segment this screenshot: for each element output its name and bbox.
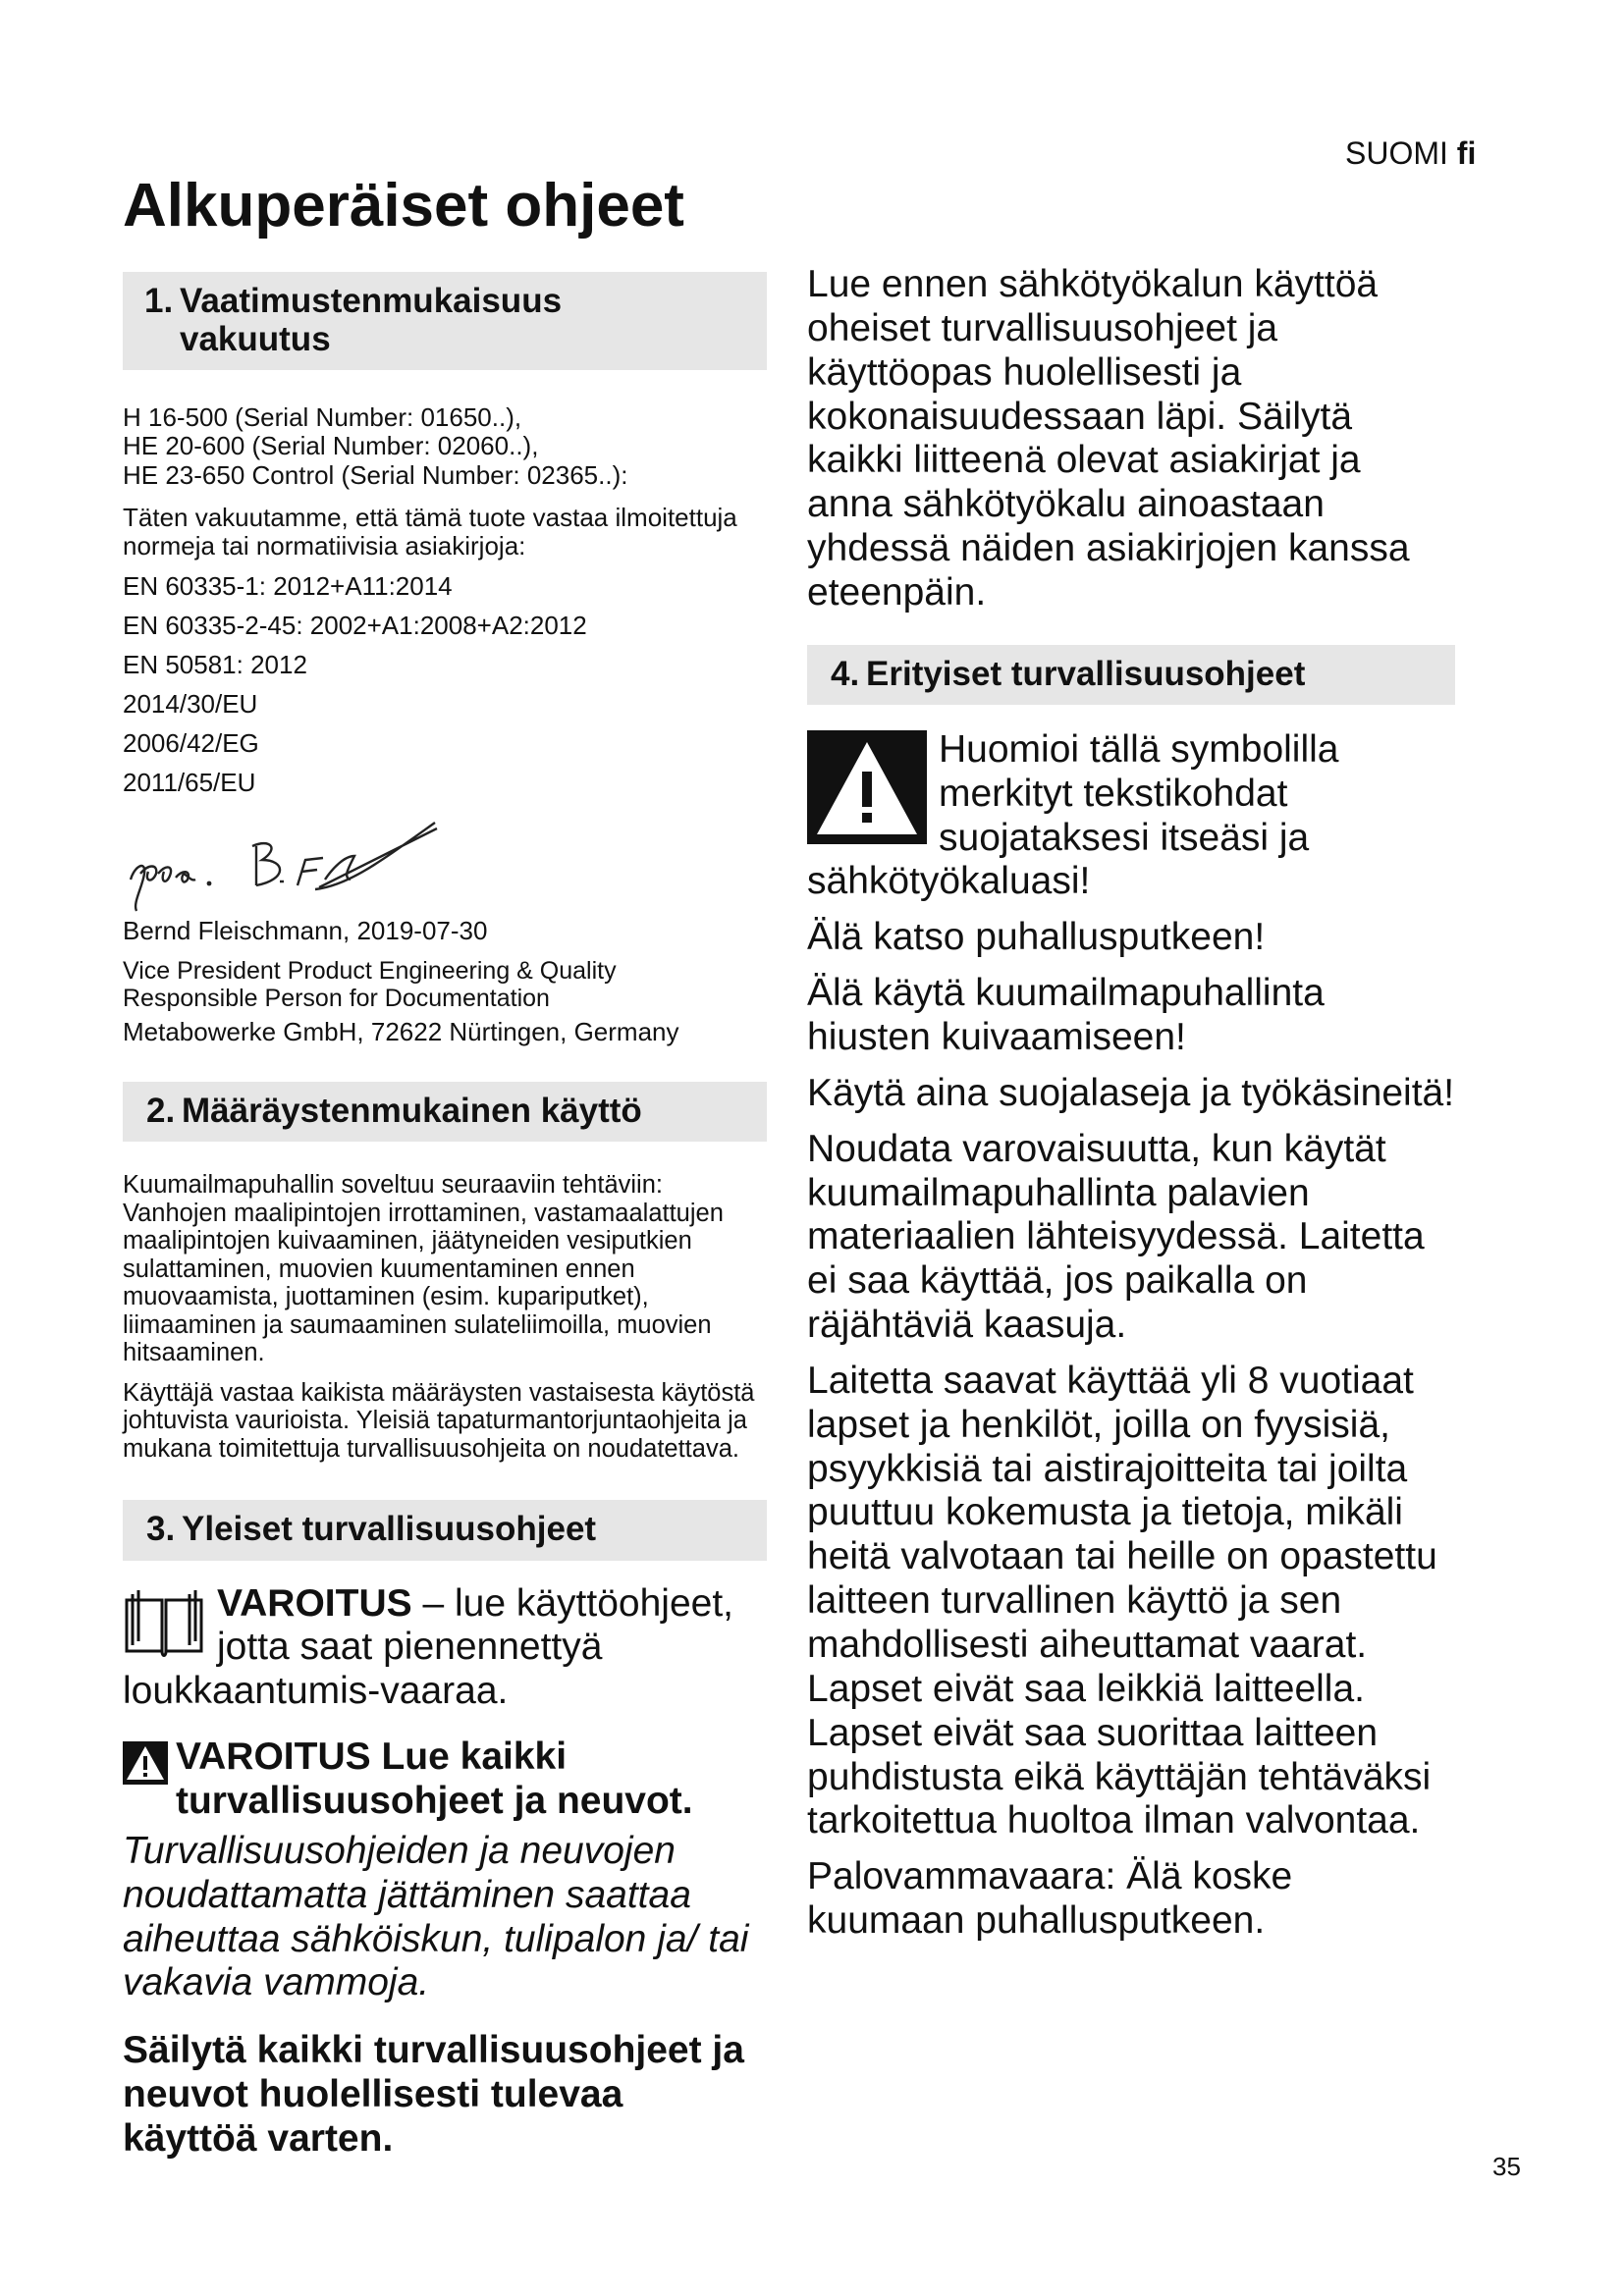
special-instruction-5: Laitetta saavat käyttää yli 8 vuotiaat lapset ja henkilöt, joilla on fyysisiä, psyykkisiä tai aistirajoitteita tai joilta puuttuu kokemusta ja tietoja, mikäli heitä valvotaan tai heille on opastettu laitteen turvallinen käyttö ja sen mahdollisesti aiheuttamat vaarat. Lapset eivät saa leikkiä laitteella. Lapset eivät saa suorittaa laitteen puhdistusta eikä käyttäjän tehtäväksi tarkoitettua huoltoa ilman valvontaa.: [807, 1359, 1437, 1842]
language-name: SUOMI: [1345, 135, 1448, 171]
right-column: [807, 263, 1455, 1944]
standard-item: 2011/65/EU: [123, 768, 256, 798]
page-title: Alkuperäiset ohjeet: [123, 172, 684, 240]
keep-instructions-note: Säilytä kaikki turvallisuusohjeet ja neuvot huolellisesti tulevaa käyttöä varten.: [123, 2029, 744, 2160]
section-3-heading: [123, 1500, 767, 1560]
special-instruction-2: Älä käytä kuumailmapuhallinta hiusten kuivaamiseen!: [807, 972, 1325, 1058]
general-warning-consequence: Turvallisuusohjeiden ja neuvojen noudattamatta jättäminen saattaa aiheuttaa sähköiskun, tulipalon ja/ tai vakavia vammoja.: [123, 1829, 749, 2004]
section-3-number: 3.: [146, 1510, 176, 1549]
section-4-title: Erityiset turvallisuusohjeet: [866, 654, 1306, 693]
standard-item: EN 60335-2-45: 2002+A1:2008+A2:2012: [123, 611, 587, 641]
section-1-heading: [123, 272, 767, 370]
section-2-paragraph-2: Käyttäjä vastaa kaikista määräysten vastaisesta käytöstä johtuvista vaurioista. Yleisiä tapaturmantorjuntaohjeita ja mukana toimitettuja turvallisuusohjeita on noudatettava.: [123, 1378, 755, 1463]
intro-paragraph: Lue ennen sähkötyökalun käyttöä oheiset turvallisuusohjeet ja käyttöopas huolellisesti ja kokonaisuudessaan läpi. Säilytä kaikki liitteenä olevat asiakirjat ja anna sähkötyökalu ainoastaan yhdessä näiden asiakirjojen kanssa eteenpäin.: [807, 263, 1410, 614]
language-label: [1345, 135, 1476, 172]
special-instruction-6: Palovammavaara: Älä koske kuumaan puhallusputkeen.: [807, 1855, 1293, 1943]
language-code: fi: [1456, 135, 1477, 171]
left-column: [123, 272, 767, 2162]
section-2-title: Määräystenmukainen käyttö: [182, 1091, 642, 1130]
page-number: 35: [1492, 2152, 1521, 2181]
standard-item: EN 50581: 2012: [123, 650, 307, 680]
signature-image: [123, 809, 767, 915]
model-line: HE 20-600 (Serial Number: 02060..),: [123, 431, 539, 461]
section-1-number: 1.: [144, 282, 174, 320]
manual-warning-label: VAROITUS: [217, 1581, 412, 1625]
warning-symbol-icon: [807, 730, 927, 844]
standard-item: EN 60335-1: 2012+A11:2014: [123, 570, 453, 601]
section-4-number: 4.: [831, 654, 860, 693]
section-2-number: 2.: [146, 1091, 176, 1130]
standard-item: 2014/30/EU: [123, 689, 258, 720]
section-4-heading: [807, 645, 1455, 705]
standards-list: [123, 572, 767, 798]
general-warning: [123, 1735, 767, 2005]
symbol-note-text: Huomioi tällä symbolilla merkityt tekstikohdat suojataksesi itseäsi ja sähkötyökaluasi!: [807, 727, 1339, 903]
manual-warning-body: – lue käyttöohjeet, jotta saat pienennettyä loukkaantumis-vaaraa.: [123, 1581, 734, 1713]
signer-name: Bernd Fleischmann, 2019-07-30: [123, 915, 488, 945]
symbol-note: [807, 728, 1455, 904]
section-3-title: Yleiset turvallisuusohjeet: [182, 1510, 597, 1549]
standard-item: 2006/42/EG: [123, 728, 259, 759]
manual-warning: [123, 1582, 767, 1715]
section-1-title: Vaatimustenmukaisuus vakuutus: [180, 282, 563, 359]
model-line: H 16-500 (Serial Number: 01650..),: [123, 402, 522, 433]
declaration-text: Täten vakuutamme, että tämä tuote vastaa ilmoitettuja normeja tai normatiivisia asiakirjoja:: [123, 502, 737, 561]
section-1-models: [123, 403, 767, 489]
warning-triangle-icon: [123, 1741, 168, 1785]
signer-responsibility: Responsible Person for Documentation: [123, 984, 550, 1012]
special-instruction-3: Käytä aina suojalaseja ja työkäsineitä!: [807, 1071, 1455, 1114]
section-2-paragraph-1: Kuumailmapuhallin soveltuu seuraaviin tehtäviin: Vanhojen maalipintojen irrottaminen, vastamaalattujen maalipintojen kuivaaminen, jäätyneiden vesiputkien sulattaminen, muovien kuumentaminen ennen muovaamista, juottaminen (esim. kupariputket), liimaaminen ja saumaaminen sulateliimoilla, muovien hitsaaminen.: [123, 1170, 724, 1367]
section-2-heading: [123, 1082, 767, 1142]
manual-warning-text: [123, 1582, 767, 1715]
special-instruction-1: Älä katso puhallusputkeen!: [807, 916, 1266, 959]
signer-role: Vice President Product Engineering & Quality: [123, 956, 617, 985]
model-line: HE 23-650 Control (Serial Number: 02365..):: [123, 459, 628, 490]
special-instruction-4: Noudata varovaisuutta, kun käytät kuumailmapuhallinta palavien materiaalien lähteisyydessä. Laitetta ei saa käyttää, jos paikalla on räjähtäviä kaasuja.: [807, 1127, 1425, 1347]
manual-book-icon: [123, 1586, 205, 1661]
company-address: Metabowerke GmbH, 72622 Nürtingen, Germany: [123, 1016, 679, 1046]
general-warning-heading: VAROITUS Lue kaikki turvallisuusohjeet ja neuvot.: [176, 1735, 693, 1823]
